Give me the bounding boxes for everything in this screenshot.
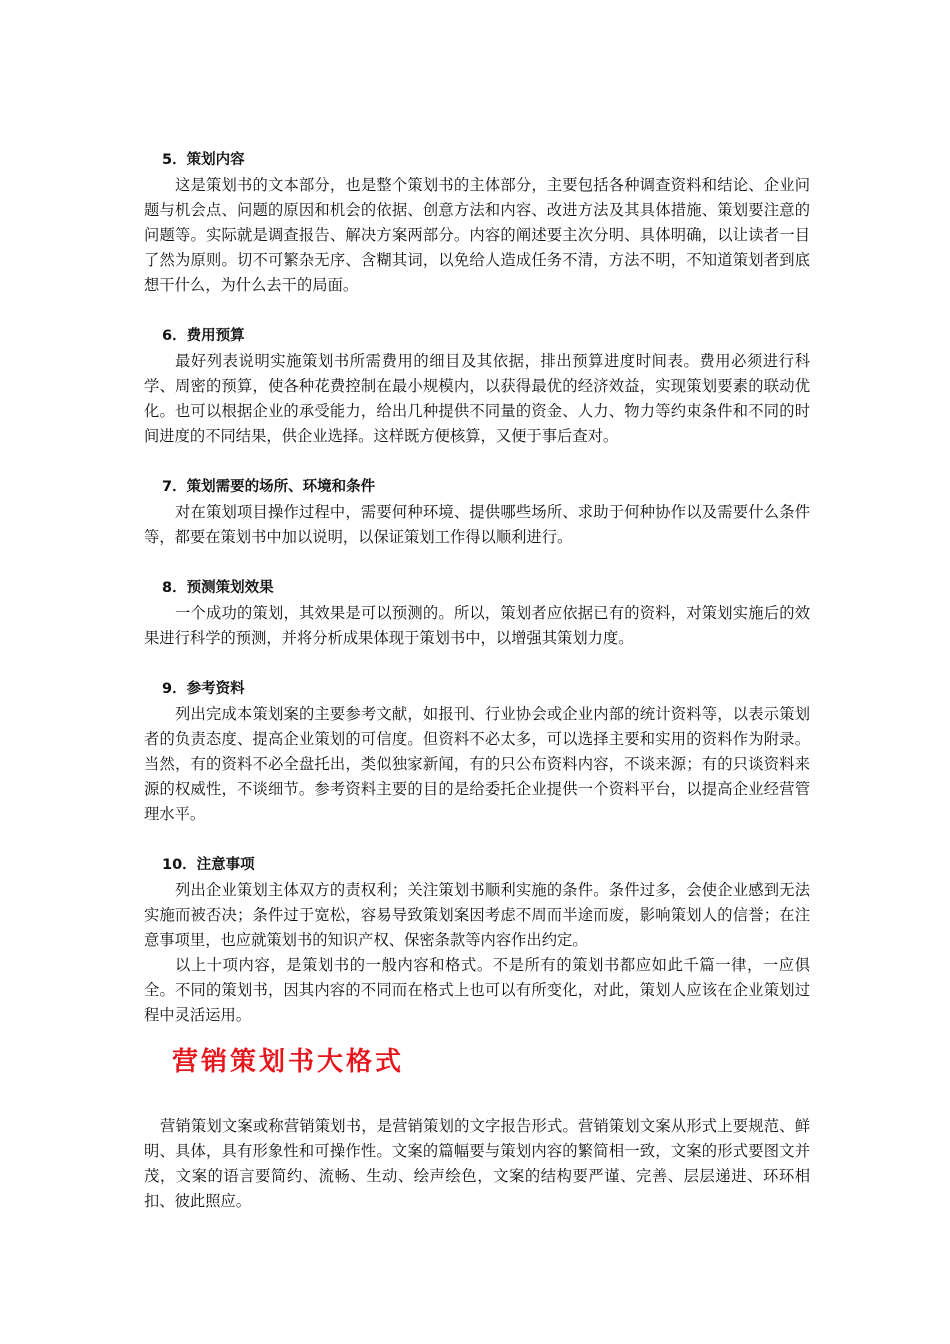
section-paragraph: 一个成功的策划，其效果是可以预测的。所以，策划者应依据已有的资料，对策划实施后的效果进行科学的预测，并将分析成果体现于策划书中，以增强其策划力度。 <box>144 604 810 647</box>
section-paragraph: 列出完成本策划案的主要参考文献，如报刊、行业协会或企业内部的统计资料等，以表示策划者的负责态度、提高企业策划的可信度。但资料不必太多，可以选择主要和实用的资料作为附录。当然，有的资料不必全盘托出，类似独家新闻，有的只公布资料内容，不谈来源；有的只谈资料来源的权威性，不谈细节。参考资料主要的目的是给委托企业提供一个资料平台，以提高企业经营管理水平。 <box>144 705 810 823</box>
section-paragraph: 最好列表说明实施策划书所需费用的细目及其依据，排出预算进度时间表。费用必须进行科学、周密的预算，使各种花费控制在最小规模内，以获得最优的经济效益，实现策划要素的联动优化。也可以根据企业的承受能力，给出几种提供不同量的资金、人力、物力等约束条件和不同的时间进度的不同结果，供企业选择。这样既方便核算，又便于事后查对。 <box>144 352 810 445</box>
section-heading: 7．策划需要的场所、环境和条件 <box>162 479 376 495</box>
section-6 <box>144 324 810 449</box>
section-10 <box>144 853 810 1028</box>
section-paragraph: 列出企业策划主体双方的责权利；关注策划书顺利实施的条件。条件过多，会使企业感到无法实施而被否决；条件过于宽松，容易导致策划案因考虑不周而半途而废，影响策划人的信誉；在注意事项里，也应就策划书的知识产权、保密条款等内容作出约定。 <box>144 881 810 949</box>
document-body <box>144 148 810 1214</box>
section-heading: 9．参考资料 <box>162 681 245 697</box>
section-paragraph: 对在策划项目操作过程中，需要何种环境、提供哪些场所、求助于何种协作以及需要什么条件等，都要在策划书中加以说明，以保证策划工作得以顺利进行。 <box>144 503 810 546</box>
section-heading: 10．注意事项 <box>162 857 255 873</box>
summary-paragraph: 以上十项内容，是策划书的一般内容和格式。不是所有的策划书都应如此千篇一律，一应俱全。不同的策划书，因其内容的不同而在格式上也可以有所变化，对此，策划人应该在企业策划过程中灵活运用。 <box>144 956 810 1024</box>
marketing-plan-title: 营销策划书大格式 <box>172 1047 405 1077</box>
section-heading: 6．费用预算 <box>162 328 245 344</box>
section-paragraph: 这是策划书的文本部分，也是整个策划书的主体部分，主要包括各种调查资料和结论、企业问题与机会点、问题的原因和机会的依据、创意方法和内容、改进方法及其具体措施、策划要注意的问题等。实际就是调查报告、解决方案两部分。内容的阐述要主次分明、具体明确，以让读者一目了然为原则。切不可繁杂无序、含糊其词，以免给人造成任务不清，方法不明，不知道策划者到底想干什么，为什么去干的局面。 <box>144 176 810 294</box>
section-8 <box>144 576 810 651</box>
section-7 <box>144 475 810 550</box>
intro-paragraph: 营销策划文案或称营销策划书，是营销策划的文字报告形式。营销策划文案从形式上要规范、鲜明、具体，具有形象性和可操作性。文案的篇幅要与策划内容的繁简相一致，文案的形式要图文并茂，文案的语言要简约、流畅、生动、绘声绘色，文案的结构要严谨、完善、层层递进、环环相扣、彼此照应。 <box>144 1117 810 1210</box>
section-heading: 8．预测策划效果 <box>162 580 274 596</box>
section-heading: 5．策划内容 <box>162 152 245 168</box>
section-5 <box>144 148 810 298</box>
section-9 <box>144 677 810 827</box>
